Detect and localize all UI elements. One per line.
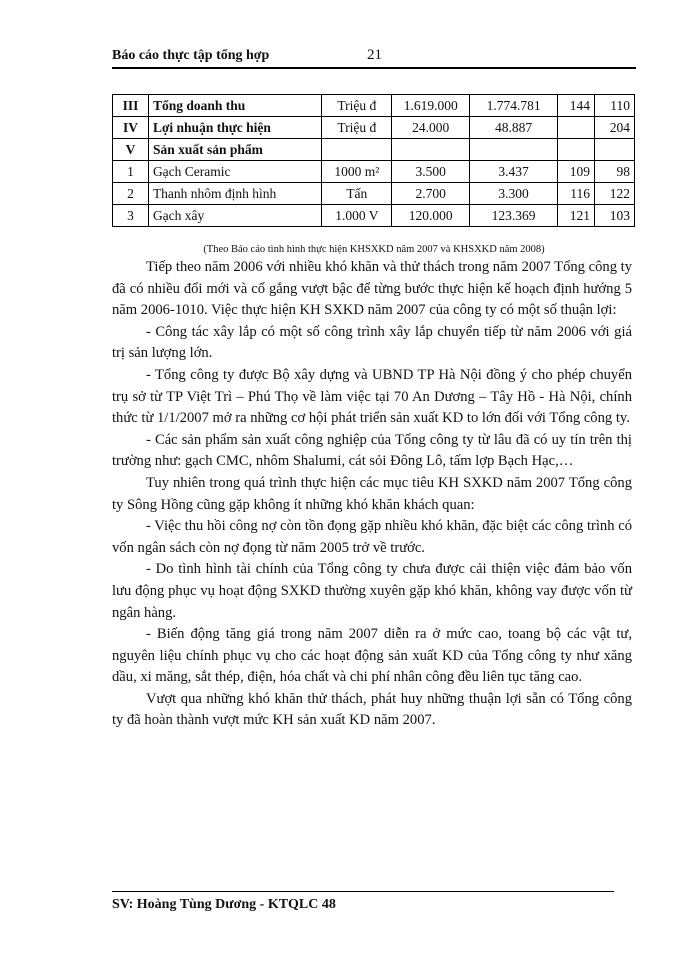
source-note: (Theo Báo cáo tình hình thực hiện KHSXKD năm 2007 và KHSXKD năm 2008)	[203, 244, 545, 255]
table-cell-p1: 121	[558, 205, 595, 227]
report-title: Báo cáo thực tập tổng hợp	[112, 48, 270, 63]
paragraph: - Công tác xây lắp có một số công trình xây lắp chuyển tiếp từ năm 2006 với giá trị sản lượng lớn.	[112, 323, 632, 362]
table-cell-no: 3	[113, 205, 149, 227]
table-cell-no: 2	[113, 183, 149, 205]
table-cell-p2: 204	[595, 117, 635, 139]
table-cell-unit: Triệu đ	[322, 117, 392, 139]
table-row	[113, 183, 635, 205]
table-cell-v1	[392, 139, 470, 161]
table-cell-v1: 3.500	[392, 161, 470, 183]
table-cell-p1	[558, 139, 595, 161]
paragraph: - Việc thu hồi công nợ còn tồn đọng gặp nhiều khó khăn, đặc biệt các công trình có vốn ngân sách còn nợ đọng từ năm 2005 trở về trước.	[112, 518, 632, 556]
table-cell-item: Thanh nhôm định hình	[148, 183, 321, 205]
table-cell-v2: 3.300	[470, 183, 558, 205]
table-cell-v1: 2.700	[392, 183, 470, 205]
table-cell-v2: 123.369	[470, 205, 558, 227]
table-cell-p2: 98	[595, 161, 635, 183]
table-cell-v2: 3.437	[470, 161, 558, 183]
table-cell-no: V	[113, 139, 149, 161]
table-row	[113, 139, 635, 161]
table-cell-p2: 122	[595, 183, 635, 205]
page-header	[112, 44, 636, 66]
paragraph: Tuy nhiên trong quá trình thực hiện các mục tiêu KH SXKD năm 2007 Tổng công ty Sông Hồng cũng gặp không ít những khó khăn khách quan:	[112, 474, 632, 513]
paragraph: - Các sản phẩm sản xuất công nghiệp của Tổng công ty từ lâu đã có uy tín trên thị trường như: gạch CMC, nhôm Shalumi, cát sỏi Đông Lô, tấm lợp Bạch Hạc,…	[112, 431, 632, 470]
student-footer: SV: Hoàng Tùng Dương - KTQLC 48	[112, 897, 336, 912]
table-cell-item: Gạch xây	[148, 205, 321, 227]
table-cell-p2	[595, 139, 635, 161]
table-cell-no: III	[113, 95, 149, 117]
table-cell-unit	[322, 139, 392, 161]
table-cell-unit: Tấn	[322, 183, 392, 205]
table-cell-no: IV	[113, 117, 149, 139]
table-cell-unit: 1.000 V	[322, 205, 392, 227]
body-text	[112, 257, 632, 732]
table-row	[113, 161, 635, 183]
table-cell-v1: 1.619.000	[392, 95, 470, 117]
table-row	[113, 95, 635, 117]
paragraph: Vượt qua những khó khăn thử thách, phát huy những thuận lợi sẵn có Tổng công ty đã hoàn thành vượt mức KH sản xuất KD năm 2007.	[112, 690, 632, 729]
table-cell-item: Lợi nhuận thực hiện	[148, 117, 321, 139]
table-cell-v2: 48.887	[470, 117, 558, 139]
paragraph: - Biến động tăng giá trong năm 2007 diễn ra ở mức cao, toang bộ các vật tư, nguyên liệu chính phục vụ cho các hoạt động sản xuất KD của Tổng công ty như xăng dầu, xi măng, sắt thép, điện, hóa chất và chi phí nhân công đều liên tục tăng cao.	[112, 626, 632, 686]
table-row	[113, 117, 635, 139]
table-cell-item: Gạch Ceramic	[148, 161, 321, 183]
paragraph: - Tổng công ty được Bộ xây dựng và UBND TP Hà Nội đồng ý cho phép chuyển trụ sở từ TP Việt Trì – Phú Thọ về làm việc tại 70 An Dương – Tây Hồ - Hà Nội, chính thức từ 1/1/2007 mở ra những cơ hội phát triển sản xuất KD to lớn đối với Tổng công ty.	[112, 366, 632, 427]
paragraph: Tiếp theo năm 2006 với nhiều khó khăn và thử thách trong năm 2007 Tổng công ty đã có nhiều đổi mới và cố gắng vượt bậc để từng bước thực hiện kế hoạch định hướng 5 năm 2006-1010. Việc thực hiện KH SXKD năm 2007 của công ty có một số thuận lợi:	[112, 259, 632, 319]
header-rule	[112, 67, 636, 69]
table-cell-unit: 1000 m²	[322, 161, 392, 183]
table-cell-v1: 24.000	[392, 117, 470, 139]
table-row	[113, 205, 635, 227]
table-cell-v2	[470, 139, 558, 161]
table-cell-v1: 120.000	[392, 205, 470, 227]
table-cell-p1	[558, 117, 595, 139]
table-cell-p1: 144	[558, 95, 595, 117]
table-cell-item: Tổng doanh thu	[148, 95, 321, 117]
table-cell-no: 1	[113, 161, 149, 183]
page-number: 21	[367, 47, 382, 63]
table-cell-p2: 103	[595, 205, 635, 227]
table-cell-v2: 1.774.781	[470, 95, 558, 117]
table-cell-item: Sản xuất sản phẩm	[148, 139, 321, 161]
table-cell-unit: Triệu đ	[322, 95, 392, 117]
paragraph: - Do tình hình tài chính của Tổng công ty chưa được cải thiện việc đảm bảo vốn lưu động phục vụ hoạt động SXKD thường xuyên gặp khó khăn, không vay được vốn từ ngân hàng.	[112, 561, 632, 621]
results-table	[112, 94, 635, 227]
table-cell-p1: 109	[558, 161, 595, 183]
table-cell-p2: 110	[595, 95, 635, 117]
footer-rule	[112, 891, 614, 892]
table-cell-p1: 116	[558, 183, 595, 205]
